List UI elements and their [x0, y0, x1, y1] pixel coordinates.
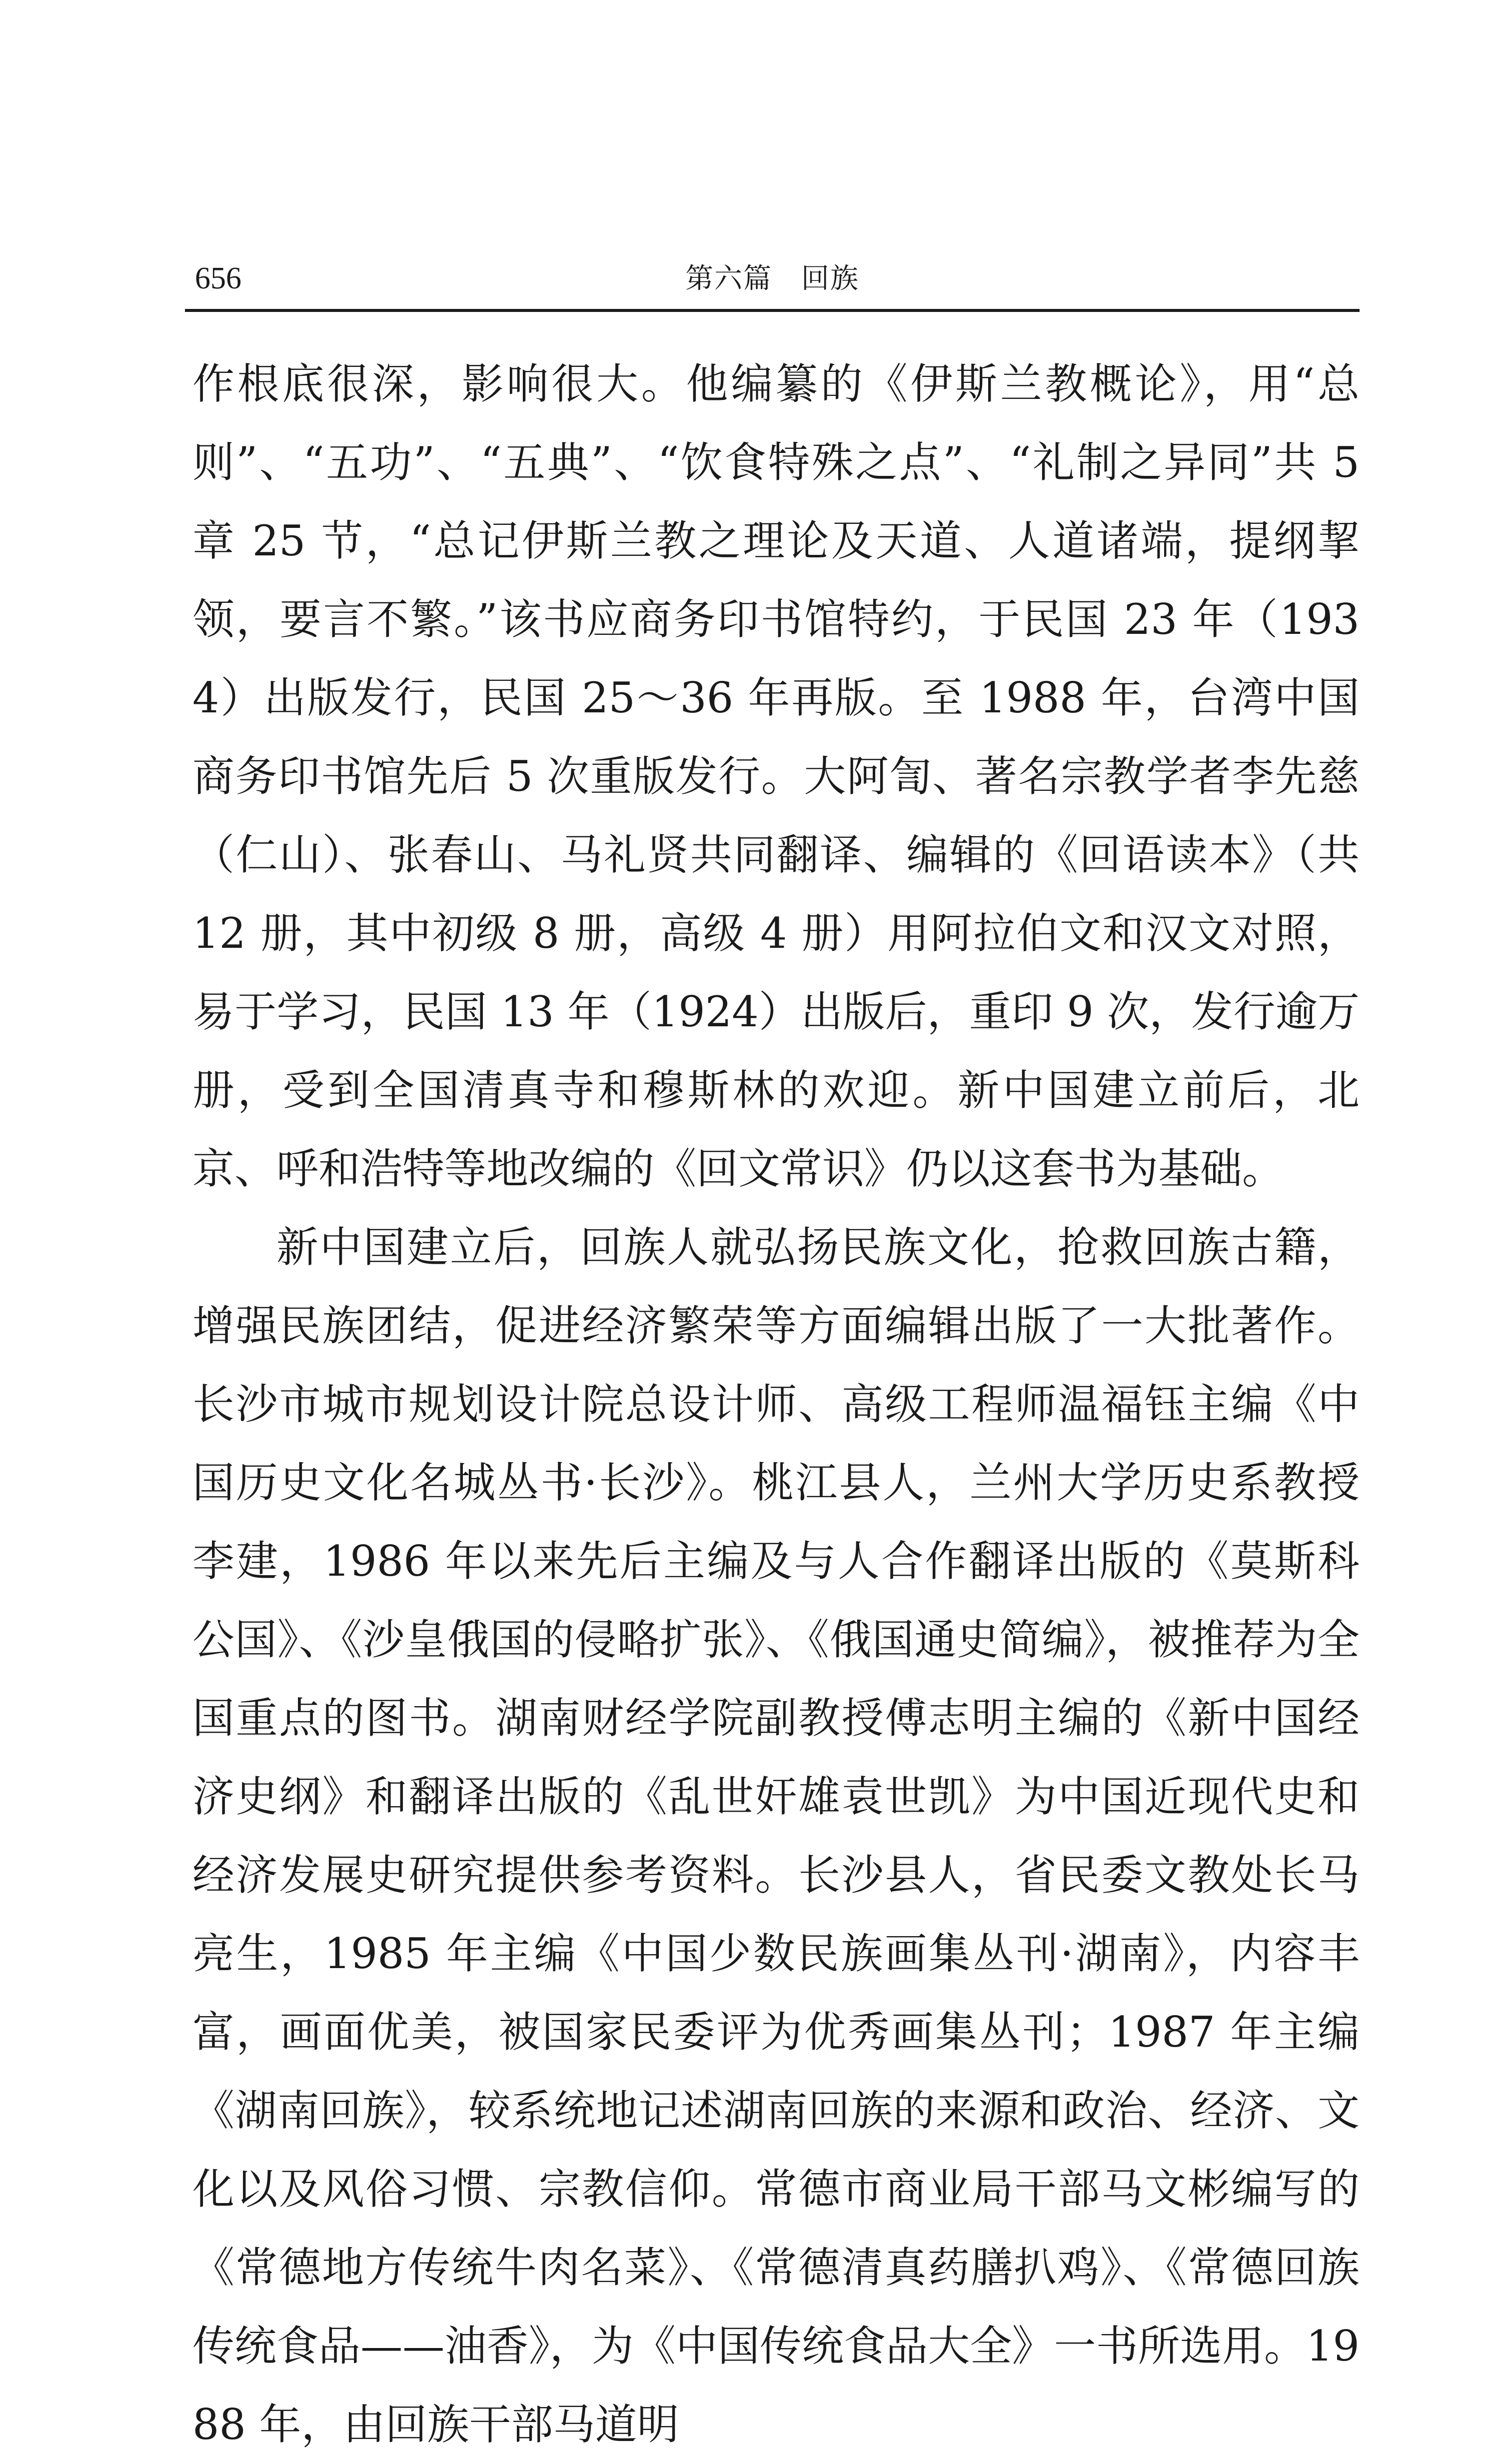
paragraph-continued: 作根底很深，影响很大。他编纂的《伊斯兰教概论》，用“总则”、“五功”、“五典”、“饮食特殊之点”、“礼制之异同”共 5 章 25 节，“总记伊斯兰教之理论及天道、人道诸端，提纲挈领，要言不繁。”该书应商务印书馆特约，于民国 23 年（1934）出版发行，民国 25～36 年再版。至 1988 年，台湾中国商务印书馆先后 5 次重版发行。大阿訇、著名宗教学者李先慈（仁山）、张春山、马礼贤共同翻译、编辑的《回语读本》（共 12 册，其中初级 8 册，高级 4 册）用阿拉伯文和汉文对照，易于学习，民国 13 年（1924）出版后，重印 9 次，发行逾万册，受到全国清真寺和穆斯林的欢迎。新中国建立前后，北京、呼和浩特等地改编的《回文常识》仍以这套书为基础。 [192, 359, 1360, 1193]
header-rule [185, 309, 1360, 312]
page-header [185, 255, 1360, 302]
page-number: 656 [195, 261, 241, 295]
body-text [192, 345, 1360, 2464]
running-title: 第六篇 回族 [685, 262, 859, 295]
paragraph: 新中国建立后，回族人就弘扬民族文化，抢救回族古籍，增强民族团结，促进经济繁荣等方面编辑出版了一大批著作。长沙市城市规划设计院总设计师、高级工程师温福钰主编《中国历史文化名城丛书·长沙》。桃江县人，兰州大学历史系教授李建，1986 年以来先后主编及与人合作翻译出版的《莫斯科公国》、《沙皇俄国的侵略扩张》、《俄国通史简编》，被推荐为全国重点的图书。湖南财经学院副教授傅志明主编的《新中国经济史纲》和翻译出版的《乱世奸雄袁世凯》为中国近现代史和经济发展史研究提供参考资料。长沙县人，省民委文教处长马亮生，1985 年主编《中国少数民族画集丛刊·湖南》，内容丰富，画面优美，被国家民委评为优秀画集丛刊；1987 年主编《湖南回族》，较系统地记述湖南回族的来源和政治、经济、文化以及风俗习惯、宗教信仰。常德市商业局干部马文彬编写的《常德地方传统牛肉名菜》、《常德清真药膳扒鸡》、《常德回族传统食品——油香》，为《中国传统食品大全》一书所选用。1988 年，由回族干部马道明 [192, 1223, 1360, 2449]
